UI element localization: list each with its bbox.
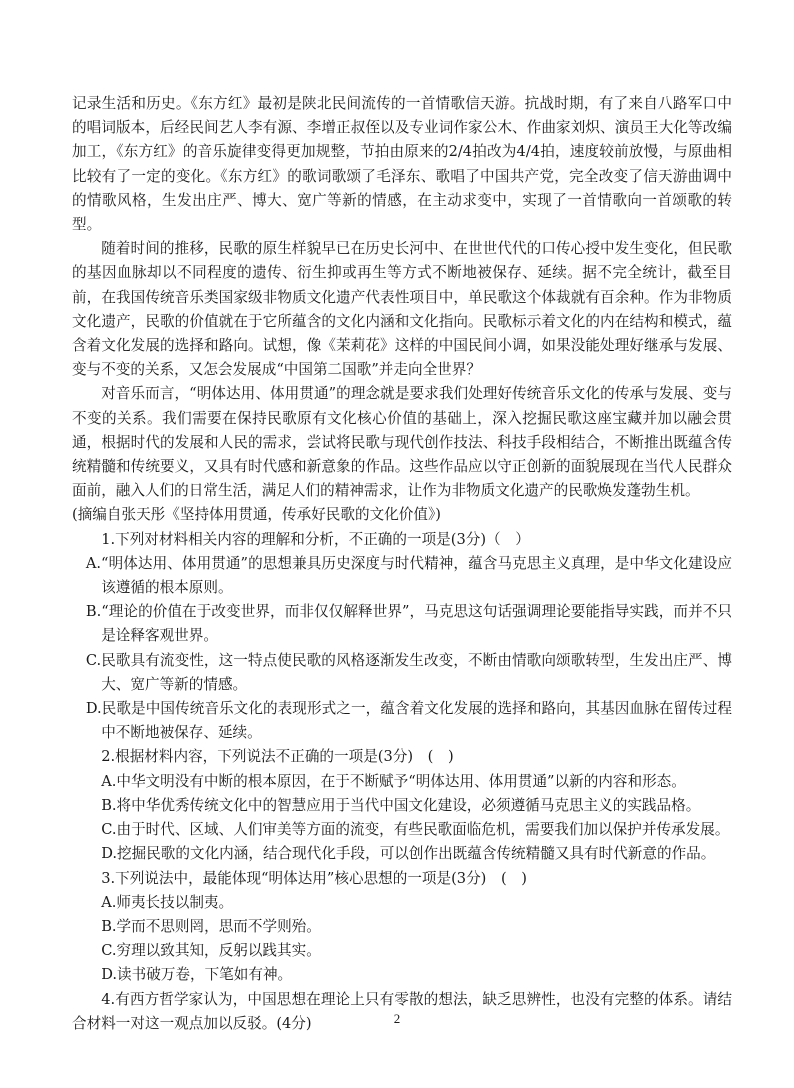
question-1-option-d: D.民歌是中国传统音乐文化的表现形式之一，蕴含着文化发展的选择和路向，其基因血脉在留传过程中不断地被保存、延续。 — [85, 700, 732, 742]
question-3-option-d: D.读书破万卷，下笔如有神。 — [101, 966, 293, 984]
passage-paragraph-2: 随着时间的推移，民歌的原生样貌早已在历史长河中、在世世代代的口传心授中发生变化，但民歌的基因血脉却以不同程度的遗传、衍生抑或再生等方式不断地被保存、延续。据不完全统计，截至目前，在我国传统音乐类国家级非物质文化遗产代表性项目中，单民歌这个体裁就有百余种。作为非物质文化遗产，民歌的价值就在于它所蕴含的文化内涵和文化指向。民歌标示着文化的内在结构和模式，蕴含着文化发展的选择和路向。试想，像《茉莉花》这样的中国民间小调，如果没能处理好继承与发展、变与不变的关系，又怎会发展成“中国第二国歌”并走向全世界？ — [72, 240, 732, 379]
question-3-option-a: A.师夷长技以制夷。 — [101, 893, 234, 911]
passage-paragraph-1: 记录生活和历史。《东方红》最初是陕北民间流传的一首情歌信天游。抗战时期，有了来自八路军口中的唱词版本，后经民间艺人李有源、李增正叔侄以及专业词作家公木、作曲家刘炽、演员王大化等改编加工，《东方红》的音乐旋律变得更加规整，节拍由原来的2/4拍改为4/4拍，速度较前放慢，与原曲相比较有了一定的变化。《东方红》的歌词歌颂了毛泽东、歌唱了中国共产党，完全改变了信天游曲调中的情歌风格，生发出庄严、博大、宽广等新的情感，在主动求变中，实现了一首情歌向一首颂歌的转型。 — [72, 95, 732, 234]
question-2-stem: 2.根据材料内容，下列说法不正确的一项是(3分) ( ) — [101, 748, 454, 766]
page-number: 2 — [393, 1011, 401, 1026]
questions-section — [72, 528, 732, 1036]
passage-paragraph-3: 对音乐而言，“明体达用、体用贯通”的理念就是要求我们处理好传统音乐文化的传承与发展、变与不变的关系。我们需要在保持民歌原有文化核心价值的基础上，深入挖掘民歌这座宝藏并加以融会贯通，根据时代的发展和人民的需求，尝试将民歌与现代创作技法、科技手段相结合，不断推出既蕴含传统精髓和传统要义，又具有时代感和新意象的作品。这些作品应以守正创新的面貌展现在当代人民群众面前，融入人们的日常生活，满足人们的精神需求，让作为非物质文化遗产的民歌焕发蓬勃生机。 — [72, 385, 732, 500]
question-2-option-a: A.中华文明没有中断的根本原因，在于不断赋予“明体达用、体用贯通”以新的内容和形态。 — [101, 772, 686, 790]
question-1-option-a: A.“明体达用、体用贯通”的思想兼具历史深度与时代精神，蕴含马克思主义真理，是中华文化建设应该遵循的根本原则。 — [85, 554, 732, 597]
question-1-stem: 1.下列对材料相关内容的理解和分析，不正确的一项是(3分)（ ） — [101, 530, 530, 548]
reading-passage — [72, 92, 732, 528]
question-1 — [72, 528, 732, 746]
question-3-option-b: B.学而不思则罔，思而不学则殆。 — [101, 917, 321, 935]
question-2-option-c: C.由于时代、区域、人们审美等方面的流变，有些民歌面临危机，需要我们加以保护并传承发展。 — [101, 821, 730, 839]
question-3-option-c: C.穷理以致其知，反躬以践其实。 — [101, 942, 321, 960]
question-2-option-b: B.将中华优秀传统文化中的智慧应用于当代中国文化建设，必须遵循马克思主义的实践品格。 — [101, 796, 701, 814]
question-3-stem: 3.下列说法中，最能体现“明体达用”核心思想的一项是(3分) ( ) — [101, 869, 527, 887]
passage-source-citation: (摘编自张天彤《坚持体用贯通，传承好民歌的文化价值》) — [72, 506, 441, 524]
question-1-option-c: C.民歌具有流变性，这一特点使民歌的风格逐渐发生改变，不断由情歌向颂歌转型，生发出庄严、博大、宽广等新的情感。 — [85, 651, 732, 693]
question-1-option-b: B.“理论的价值在于改变世界，而非仅仅解释世界”，马克思这句话强调理论要能指导实践，而并不只是诠释客观世界。 — [85, 603, 732, 645]
question-3 — [72, 867, 732, 988]
question-2 — [72, 745, 732, 866]
question-2-option-d: D.挖掘民歌的文化内涵，结合现代化手段，可以创作出既蕴含传统精髓又具有时代新意的作品。 — [101, 845, 716, 863]
question-4-stem: 4.有西方哲学家认为，中国思想在理论上只有零散的想法，缺乏思辨性，也没有完整的体系。请结合材料一对这一观点加以反驳。(4分) — [72, 990, 732, 1032]
